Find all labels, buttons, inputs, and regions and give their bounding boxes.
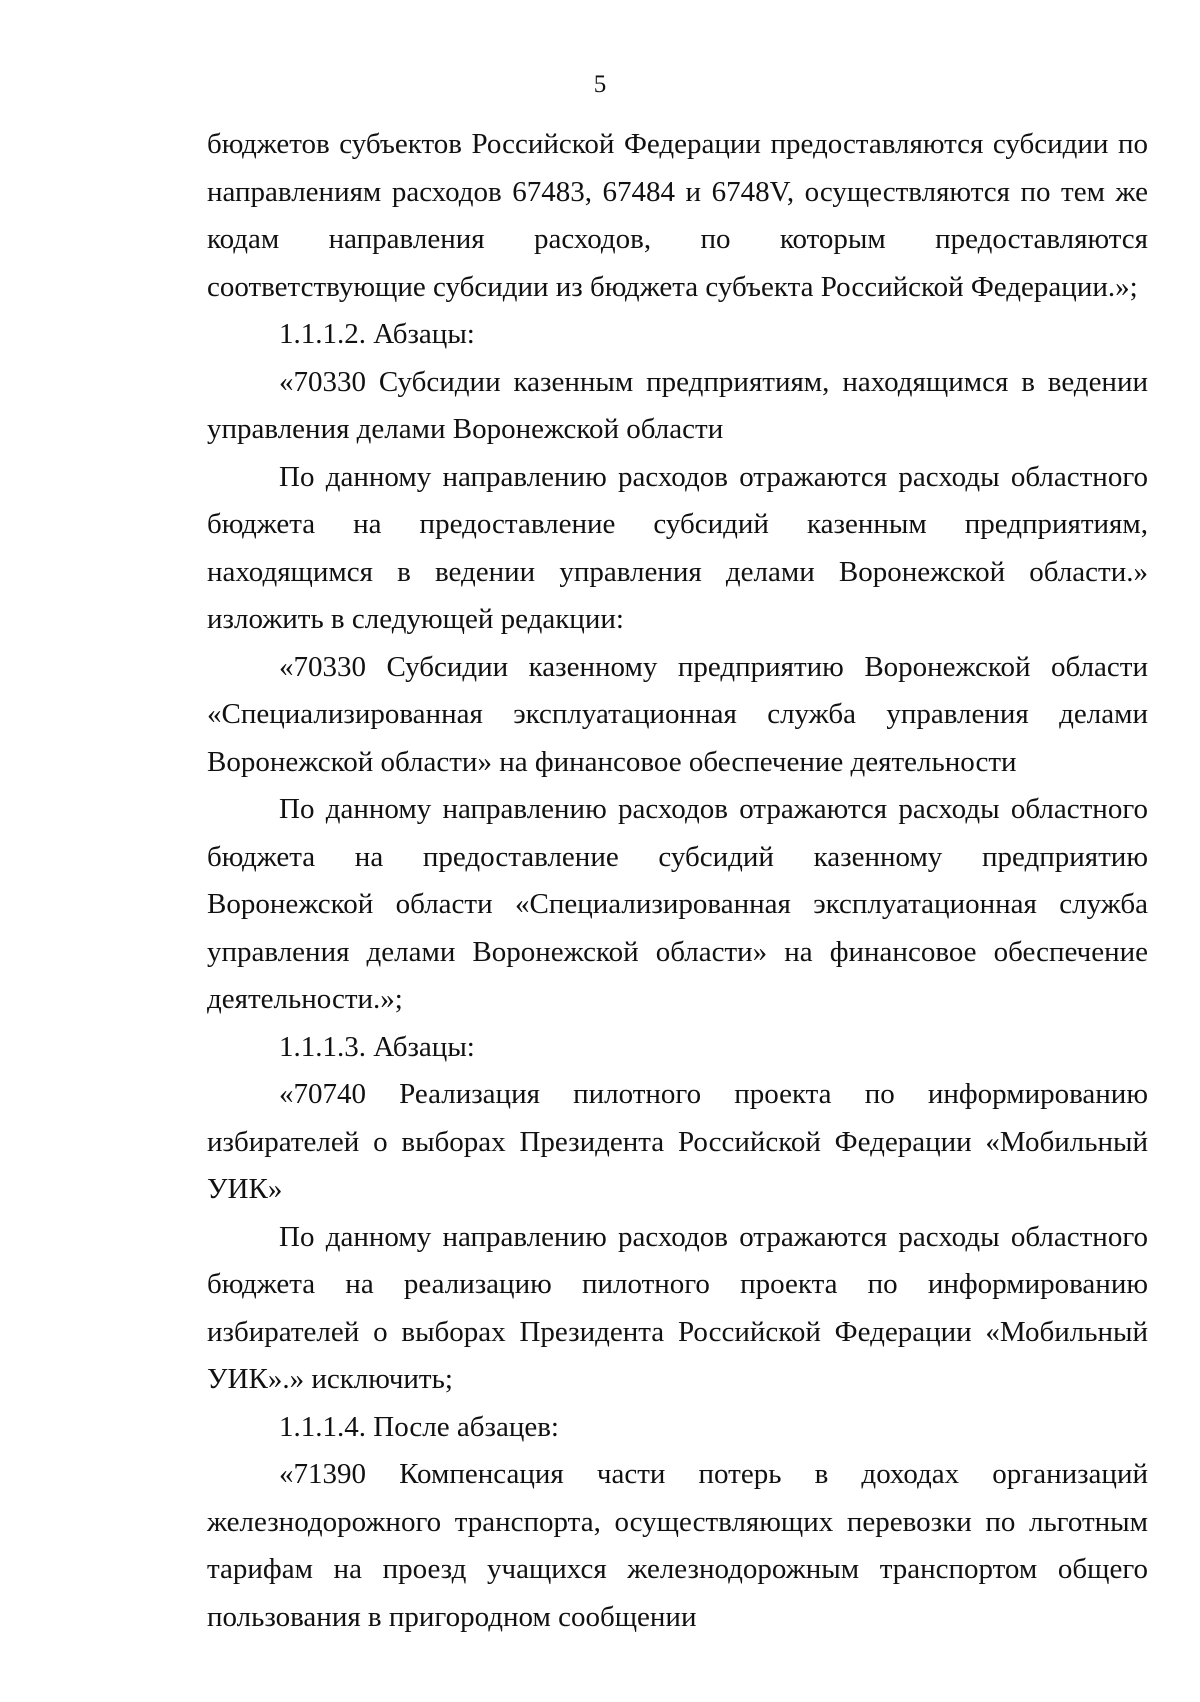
paragraph-8: «70740 Реализация пилотного проекта по информированию избирателей о выборах Президента Российской Федерации «Мобильный УИК» [207,1078,1148,1205]
document-body [207,121,1148,1641]
paragraph-10: 1.1.1.4. После абзацев: [279,1410,559,1443]
paragraph-7: 1.1.1.3. Абзацы: [279,1030,475,1063]
page-number: 5 [593,71,607,98]
paragraph-5: «70330 Субсидии казенному предприятию Воронежской области «Специализированная эксплуатационная служба управления делами Воронежской области» на финансовое обеспечение деятельности [207,650,1148,778]
paragraph-3: «70330 Субсидии казенным предприятиям, находящимся в ведении управления делами Воронежской области [207,365,1148,445]
paragraph-4: По данному направлению расходов отражаются расходы областного бюджета на предоставление субсидий казенным предприятиям, находящимся в ведении управления делами Воронежской области.» изложить в следующей редакции: [207,460,1148,635]
paragraph-1: бюджетов субъектов Российской Федерации предоставляются субсидии по направлениям расходов 67483, 67484 и 6748V, осуществляются по тем же кодам направления расходов, по которым предоставляются соответствующие субсидии из бюджета субъекта Российской Федерации.»; [207,128,1148,303]
paragraph-9: По данному направлению расходов отражаются расходы областного бюджета на реализацию пилотного проекта по информированию избирателей о выборах Президента Российской Федерации «Мобильный УИК».» исключить; [207,1220,1148,1395]
paragraph-11: «71390 Компенсация части потерь в доходах организаций железнодорожного транспорта, осуществляющих перевозки по льготным тарифам на проезд учащихся железнодорожным транспортом общего пользования в пригородном сообщении [207,1458,1148,1633]
paragraph-6: По данному направлению расходов отражаются расходы областного бюджета на предоставление субсидий казенному предприятию Воронежской области «Специализированная эксплуатационная служба управления делами Воронежской области» на финансовое обеспечение деятельности.»; [207,793,1148,1015]
paragraph-2: 1.1.1.2. Абзацы: [279,318,475,350]
